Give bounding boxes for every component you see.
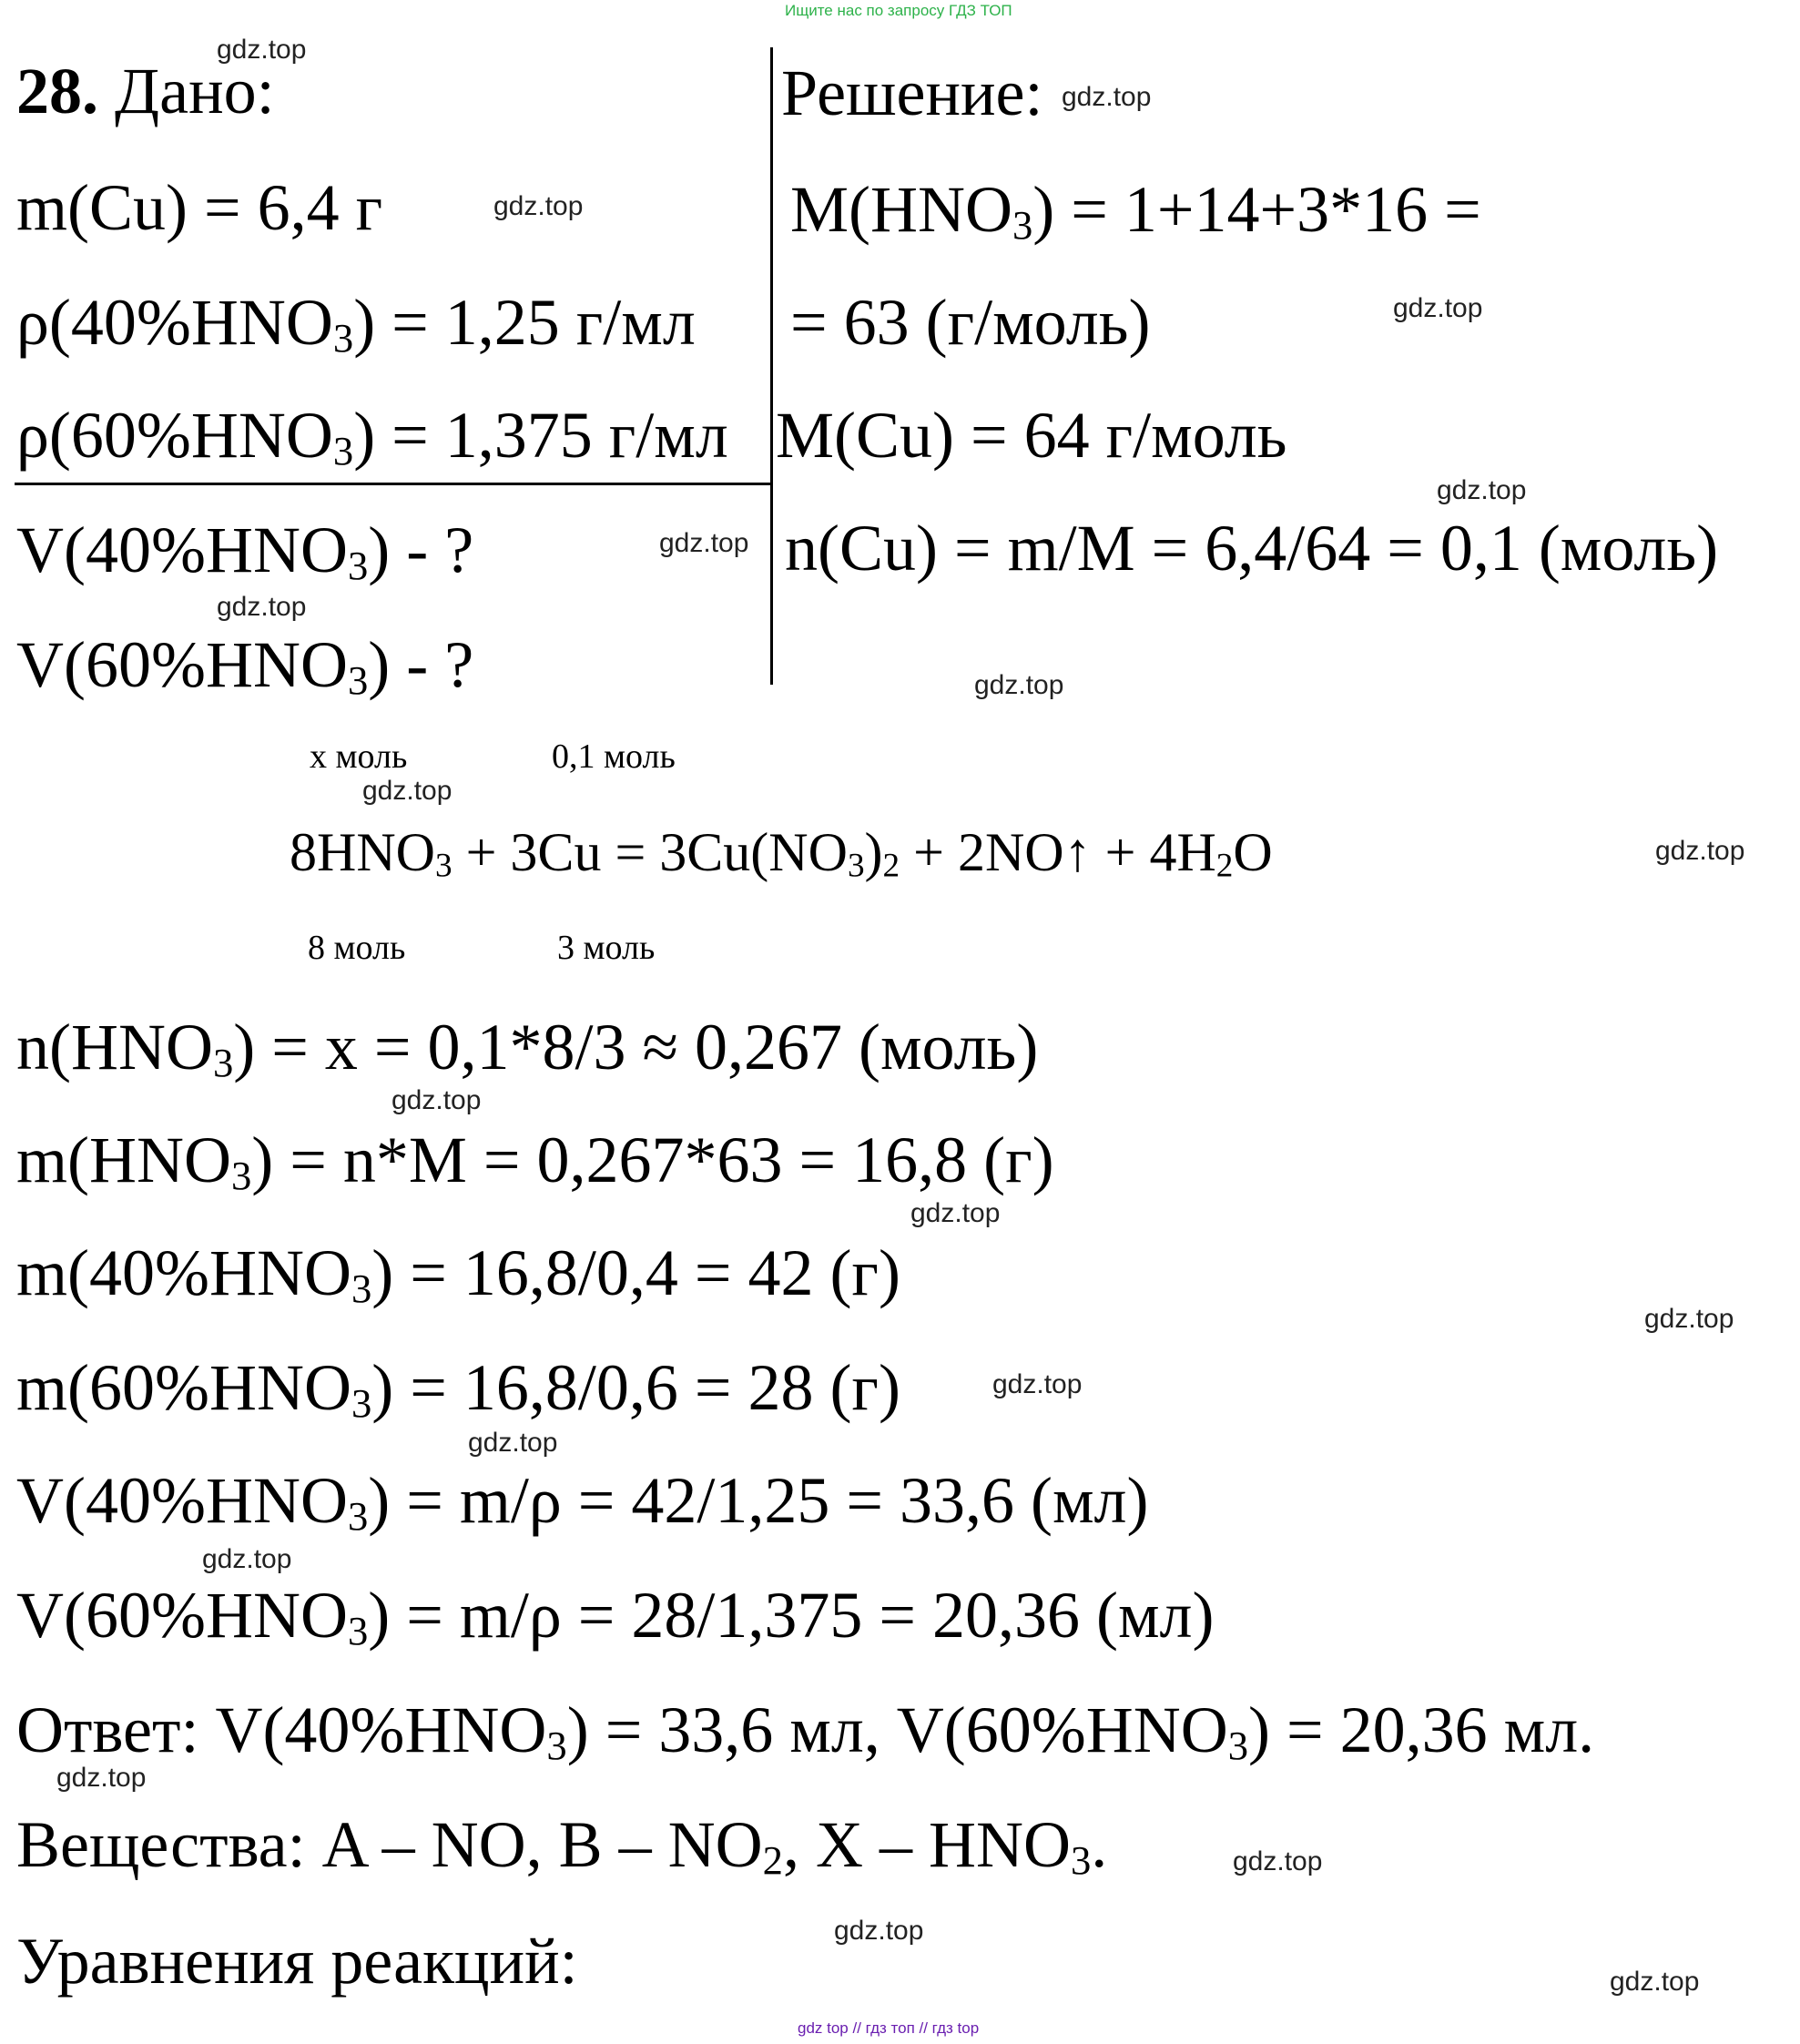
solution-line: $M(HNO_3) = 1+14+3*16$ = [790,173,1481,249]
watermark: gdz.top [362,776,453,806]
solution-line: M(Cu) = 64 г/моль [776,399,1287,472]
calc-line: $V(40\%HNO_3) = m/\rho = 42/1,25 = 33,6$ (мл) [16,1464,1149,1540]
problem-number: 28. [16,55,98,127]
given-find-divider [15,483,772,485]
watermark: gdz.top [493,191,584,221]
solution-line: = 63 (г/моль) [790,286,1151,359]
watermark: gdz.top [468,1428,558,1458]
solution-label: Решение: [781,56,1043,129]
calc-line: $m(60\%HNO_3) = 16,8/0,6 = 28$ (г) [16,1351,900,1427]
given-line: $\rho(40\%HNO_3) = 1,25$ г/мл [16,286,696,361]
reaction-equation: $8HNO_3 + 3Cu = 3Cu(NO_3)_2$ + 2NO↑ + $4H_2O$ [290,822,1273,885]
equation-above-right: 0,1 моль [552,737,676,776]
answer-line: Ответ: $V(40\%HNO_3) = 33,6$ мл, $V(60\%HNO_3) = 20,36$ мл. [16,1693,1595,1769]
equation-below-right: 3 моль [557,929,656,967]
substances-line: Вещества: A – NO, B – $NO_2$, X – $HNO_3$. [16,1808,1108,1884]
header-note[interactable]: Ищите нас по запросу ГДЗ ТОП [785,2,1012,19]
calc-line: $m(HNO_3) = n*M = 0,267*63 = 16,8$ (г) [16,1124,1054,1199]
watermark: gdz.top [56,1763,147,1793]
watermark: gdz.top [834,1916,924,1946]
watermark: gdz.top [1437,475,1527,505]
watermark: gdz.top [1233,1846,1323,1876]
watermark: gdz.top [1610,1967,1700,1997]
calc-line: $n(HNO_3) = x = 0,1*8/3 \approx 0,267$ (моль) [16,1011,1039,1086]
reactions-label: Уравнения реакций: [16,1925,578,1998]
watermark: gdz.top [659,528,749,558]
equation-above-left: x моль [310,737,408,776]
footer-note[interactable]: gdz top // гдз топ // гдз top [798,2019,980,2037]
watermark: gdz.top [974,670,1064,700]
watermark: gdz.top [1062,82,1152,112]
watermark: gdz.top [1644,1304,1734,1334]
watermark: gdz.top [217,35,307,65]
equation-below-left: 8 моль [308,929,406,967]
watermark: gdz.top [1655,836,1745,866]
calc-line: $m(40\%HNO_3) = 16,8/0,4 = 42$ (г) [16,1236,900,1312]
find-line: $V(40\%HNO_3)$ - ? [16,514,474,589]
watermark: gdz.top [392,1085,482,1115]
given-solution-divider [770,47,773,685]
calc-line: $V(60\%HNO_3) = m/\rho = 28/1,375 = 20,36$ (мл) [16,1579,1215,1654]
watermark: gdz.top [992,1369,1083,1399]
watermark: gdz.top [217,592,307,622]
given-heading [16,55,275,127]
given-line: m(Cu) = 6,4 г [16,171,383,244]
given-label: Дано: [115,55,275,127]
watermark: gdz.top [910,1198,1001,1228]
find-line: $V(60\%HNO_3)$ - ? [16,628,474,704]
solution-line: n(Cu) = m/M = 6,4/64 = 0,1 (моль) [785,512,1719,585]
given-line: $\rho(60\%HNO_3) = 1,375$ г/мл [16,399,728,474]
watermark: gdz.top [202,1544,292,1574]
watermark: gdz.top [1393,293,1483,323]
